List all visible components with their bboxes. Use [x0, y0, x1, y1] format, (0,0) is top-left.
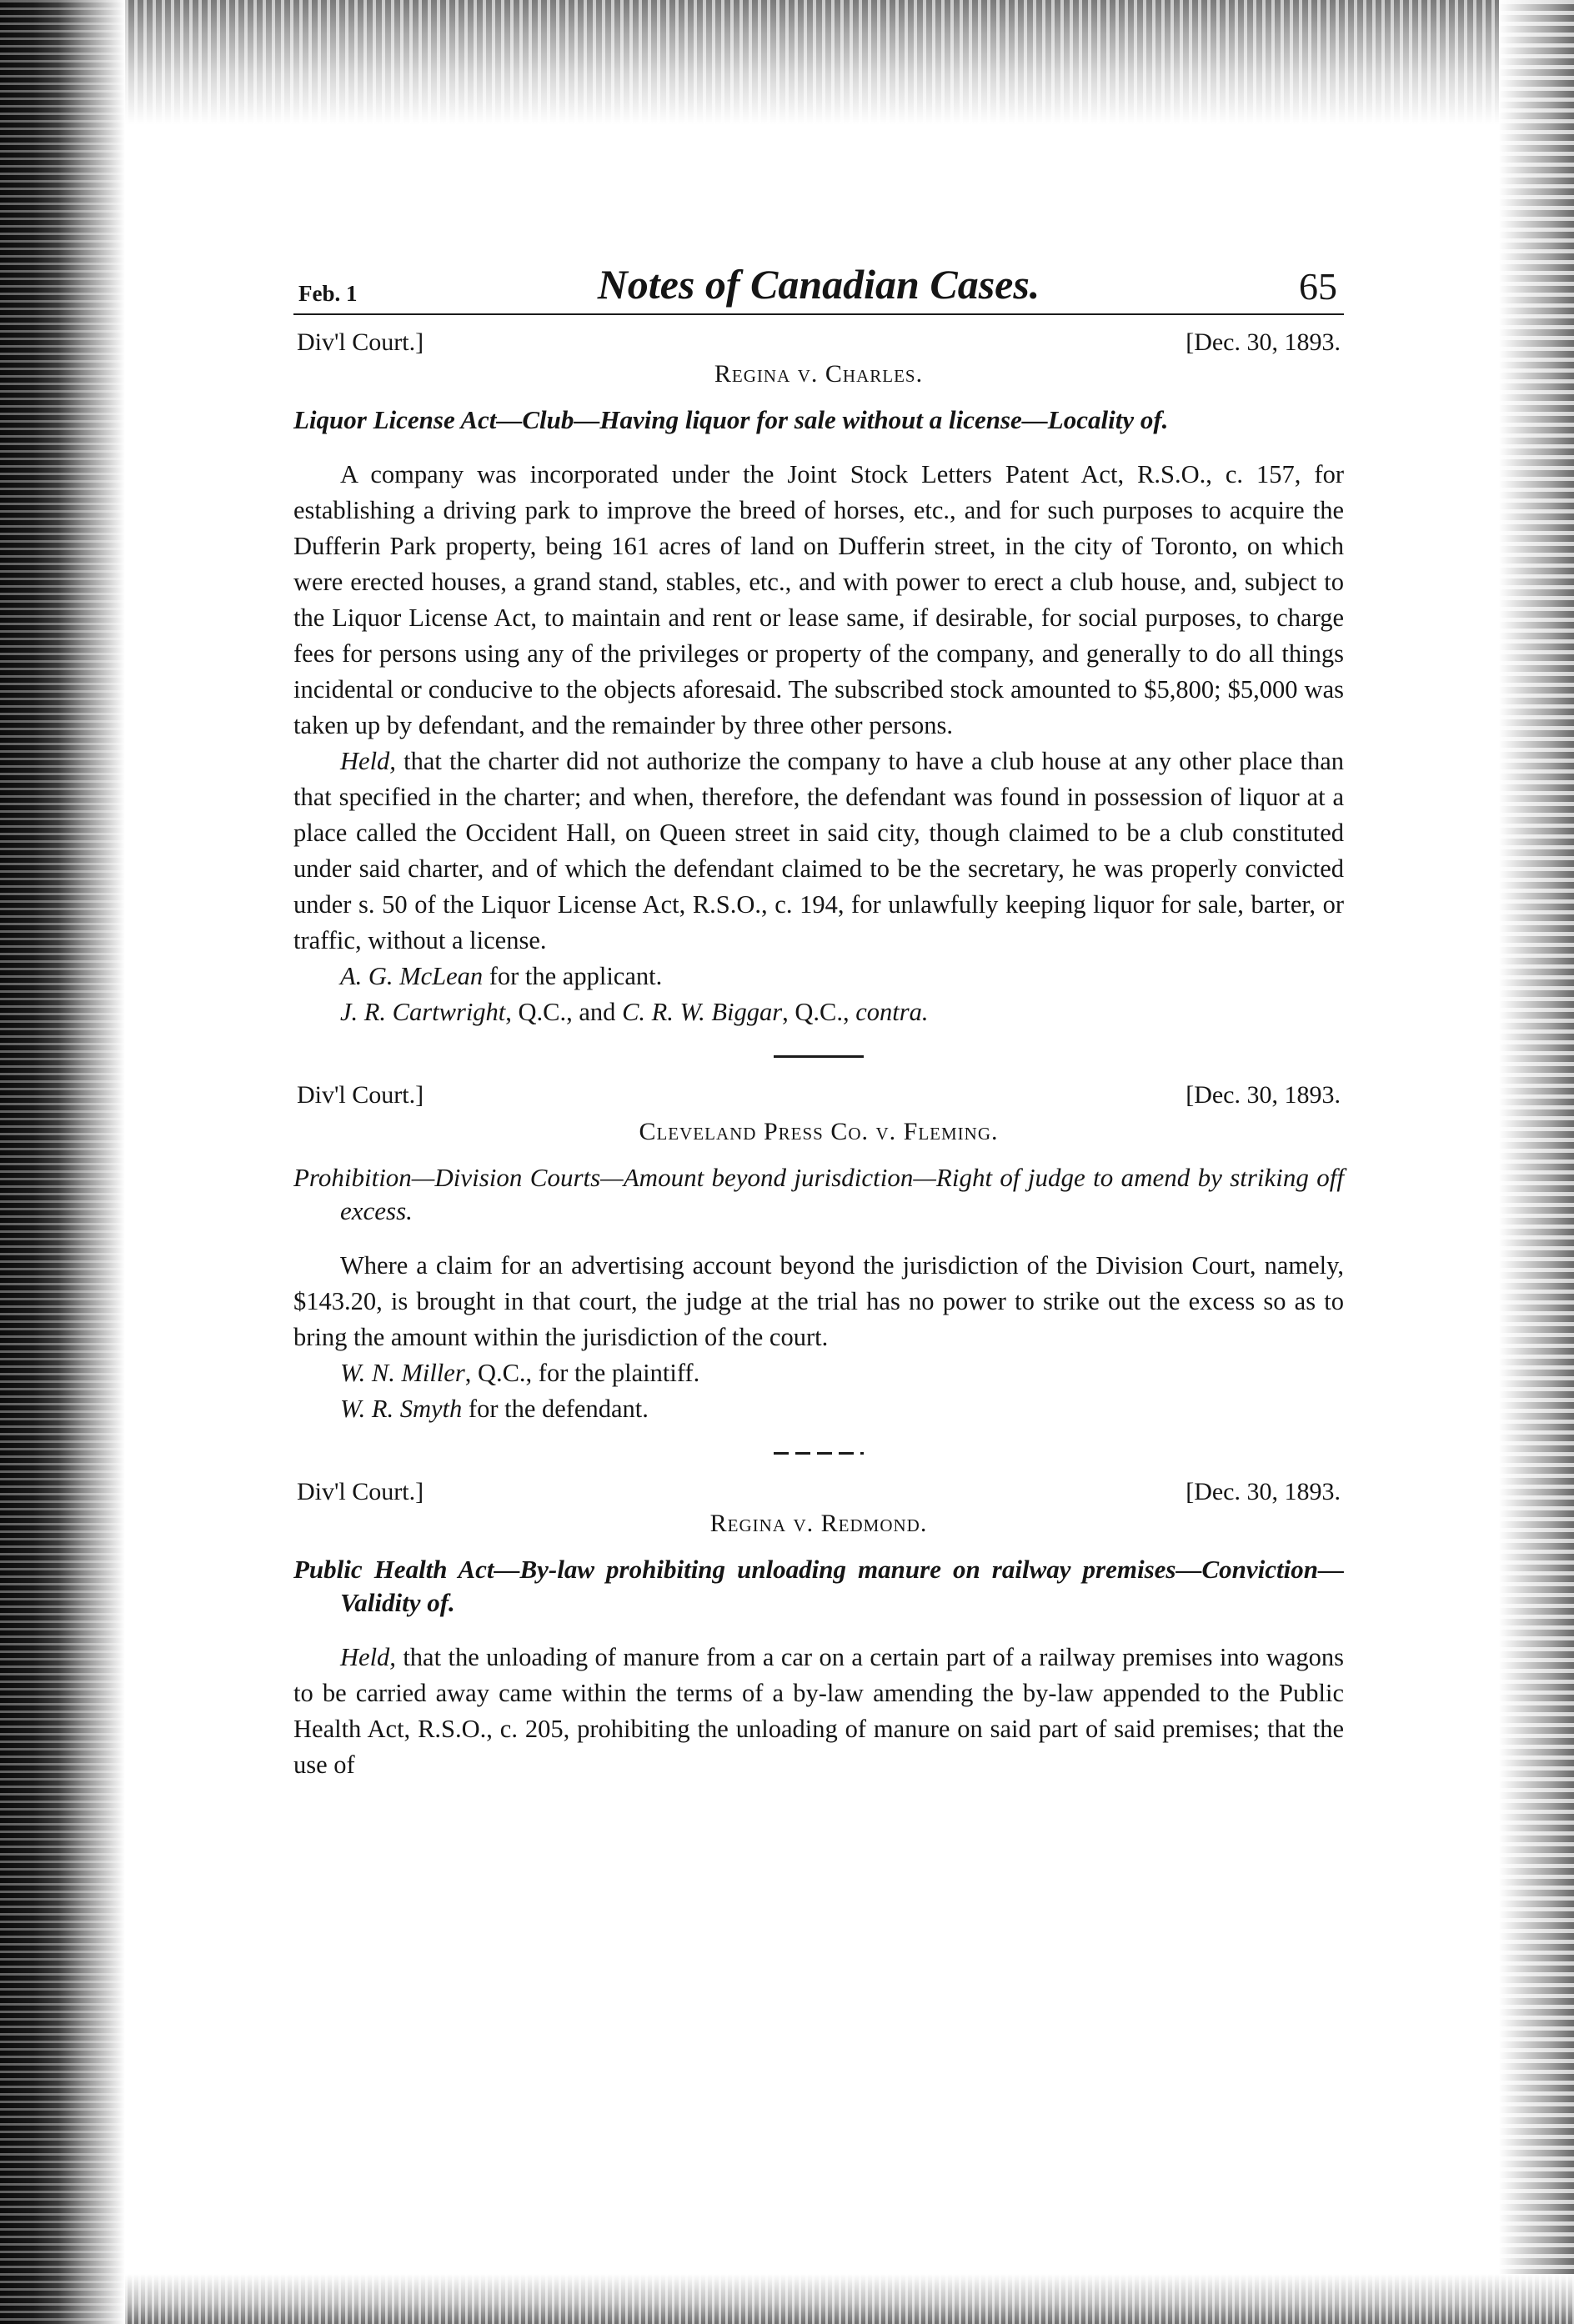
running-head-date: Feb. 1	[298, 281, 358, 306]
counsel-role: for the defendant.	[462, 1395, 649, 1423]
case-headnote: Public Health Act—By-law prohibiting unloading manure on railway premises—Conviction—Validity of.	[293, 1555, 1344, 1617]
case-title: Regina v. Redmond.	[709, 1510, 928, 1537]
case-paragraph	[293, 744, 1344, 959]
counsel-line	[293, 994, 1344, 1030]
scan-border-top	[125, 0, 1574, 125]
counsel-role: , Q.C.,	[782, 998, 856, 1026]
case-title: Cleveland Press Co. v. Fleming.	[639, 1118, 999, 1145]
case-separator	[774, 1452, 864, 1455]
case-headnote: Liquor License Act—Club—Having liquor for sale without a license—Locality of.	[293, 405, 1169, 434]
case-paragraph: Where a claim for an advertising account beyond the jurisdiction of the Division Court, namely, $143.20, is brought in that court, the judge at the trial has no power to strike out the excess so as to bring the amount within the jurisdiction of the court.	[293, 1251, 1344, 1351]
held-word: Held,	[340, 1643, 396, 1671]
page-number: 65	[1299, 265, 1337, 308]
case-cleveland-press-fleming	[293, 1079, 1344, 1427]
case-header	[293, 1079, 1344, 1111]
counsel-line	[293, 959, 1344, 994]
case-paragraph-text: that the unloading of manure from a car on a certain part of a railway premises into wagons to be carried away came within the terms of a by-law amending the by-law appended to the Public Health Act, R.S.O., c. 205, prohibiting the unloading of manure on said part of said premises; that the use of	[293, 1643, 1344, 1779]
counsel-line	[293, 1391, 1344, 1427]
case-title: Regina v. Charles.	[714, 360, 924, 388]
case-paragraph: A company was incorporated under the Joint Stock Letters Patent Act, R.S.O., c. 157, for establishing a driving park to improve the breed of horses, etc., and for such purposes to acquire the Dufferin Park property, being 161 acres of land on Dufferin street, in the city of Toronto, on which were erected houses, a grand stand, stables, etc., and with power to erect a club house, and, subject to the Liquor License Act, to maintain and rent or lease same, if desirable, for social purposes, to charge fees for persons using any of the privileges or property of the company, and generally to do all things incidental or conducive to the objects aforesaid. The subscribed stock amounted to $5,800; $5,000 was taken up by defendant, and the remainder by three other persons.	[293, 460, 1344, 739]
scan-border-right	[1499, 0, 1574, 2324]
case-date: [Dec. 30, 1893.	[1186, 1081, 1341, 1109]
counsel-role: for the applicant.	[483, 962, 663, 990]
counsel-line	[293, 1355, 1344, 1391]
counsel-name: A. G. McLean	[340, 962, 484, 990]
counsel-name: W. R. Smyth	[340, 1395, 463, 1423]
case-date: [Dec. 30, 1893.	[1186, 1478, 1341, 1505]
counsel-name: C. R. W. Biggar	[622, 998, 783, 1026]
court-label: Div'l Court.]	[297, 1081, 424, 1109]
case-date: [Dec. 30, 1893.	[1186, 328, 1341, 356]
running-head	[293, 242, 1344, 315]
court-label: Div'l Court.]	[297, 1478, 424, 1505]
held-word: Held,	[340, 747, 396, 775]
counsel-role: , Q.C., for the plaintiff.	[464, 1359, 700, 1387]
page-content	[293, 242, 1344, 1783]
case-regina-redmond	[293, 1476, 1344, 1783]
scan-border-left	[0, 0, 125, 2324]
case-regina-charles	[293, 327, 1344, 1030]
counsel-tail: contra.	[855, 998, 929, 1026]
running-head-title: Notes of Canadian Cases.	[597, 261, 1040, 308]
case-paragraph-text: that the charter did not authorize the company to have a club house at any other place than that specified in the charter; and when, therefore, the defendant was found in possession of liquor at a place called the Occident Hall, on Queen street in said city, though claimed to be a club constituted under said charter, and of which the defendant claimed to be the secretary, he was properly convicted under s. 50 of the Liquor License Act, R.S.O., c. 194, for unlawfully keeping liquor for sale, barter, or traffic, without a license.	[293, 747, 1345, 954]
case-paragraph	[293, 1640, 1344, 1783]
court-label: Div'l Court.]	[297, 328, 424, 356]
counsel-role: , Q.C., and	[505, 998, 623, 1026]
case-headnote: Prohibition—Division Courts—Amount beyond jurisdiction—Right of judge to amend by striking off excess.	[293, 1163, 1344, 1225]
case-separator	[774, 1055, 864, 1058]
counsel-name: W. N. Miller	[340, 1359, 465, 1387]
scan-border-bottom	[125, 2274, 1574, 2324]
case-header	[293, 1476, 1344, 1508]
case-header	[293, 327, 1344, 358]
counsel-name: J. R. Cartwright	[340, 998, 506, 1026]
